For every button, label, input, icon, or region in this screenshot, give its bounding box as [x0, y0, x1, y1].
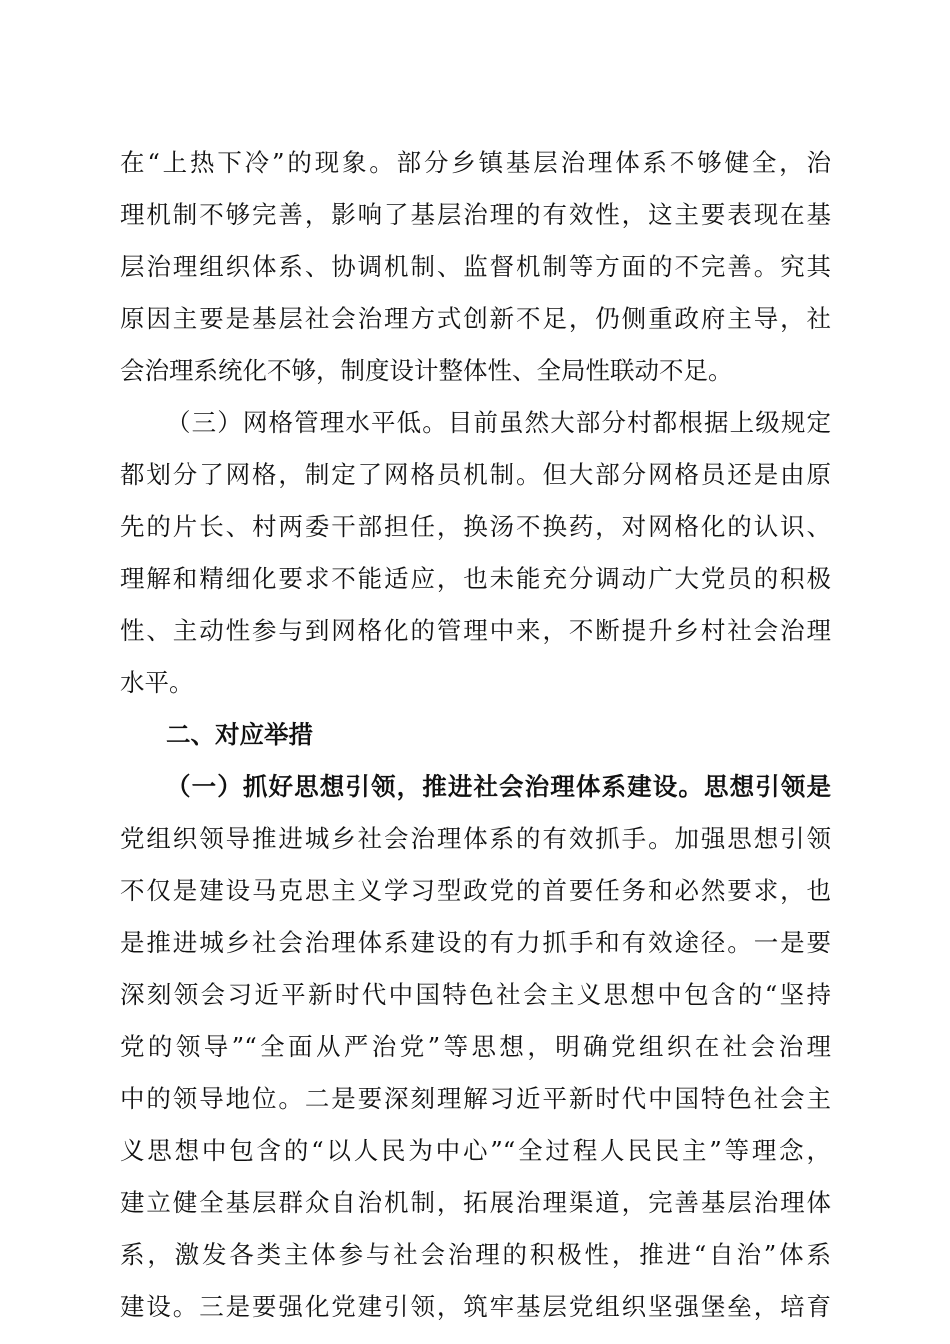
line-text: 理机制不够完善，影响了基层治理的有效性，这主要表现在基: [120, 200, 831, 229]
line-text: （三）网格管理水平低。目前虽然大部分村都根据上级规定: [166, 408, 831, 437]
paragraph-line: [0, 1183, 950, 1223]
paragraph-line: [0, 247, 950, 287]
paragraph-line: [0, 559, 950, 599]
line-text: 层治理组织体系、协调机制、监督机制等方面的不完善。究其: [120, 252, 831, 281]
paragraph-line: [0, 1027, 950, 1067]
line-text: 在“上热下冷”的现象。部分乡镇基层治理体系不够健全，治: [120, 148, 831, 177]
line-text: 建设。三是要强化党建引领，筑牢基层党组织坚强堡垒，培育: [120, 1292, 831, 1321]
line-text: （一）抓好思想引领，推进社会治理体系建设。思想引领是: [166, 772, 831, 801]
paragraph-line: [0, 299, 950, 339]
paragraph-line: [0, 507, 950, 547]
line-text: 原因主要是基层社会治理方式创新不足，仍侧重政府主导，社: [120, 304, 831, 333]
paragraph-line: [0, 143, 950, 183]
paragraph-line: [0, 1287, 950, 1327]
line-text: 系，激发各类主体参与社会治理的积极性，推进“自治”体系: [120, 1240, 831, 1269]
paragraph-line: [0, 403, 950, 443]
line-text: 是推进城乡社会治理体系建设的有力抓手和有效途径。一是要: [120, 928, 831, 957]
paragraph-line: [0, 975, 950, 1015]
line-text: 建立健全基层群众自治机制，拓展治理渠道，完善基层治理体: [120, 1188, 831, 1217]
paragraph-line: [0, 195, 950, 235]
line-text: 会治理系统化不够，制度设计整体性、全局性联动不足。: [120, 356, 733, 385]
line-text: 义思想中包含的“以人民为中心”“全过程人民民主”等理念，: [120, 1136, 831, 1165]
paragraph-line: [0, 819, 950, 859]
paragraph-line: [0, 923, 950, 963]
paragraph-line: [0, 663, 950, 703]
line-text: 都划分了网格，制定了网格员机制。但大部分网格员还是由原: [120, 460, 831, 489]
line-text: 中的领导地位。二是要深刻理解习近平新时代中国特色社会主: [120, 1084, 831, 1113]
line-text: 性、主动性参与到网格化的管理中来，不断提升乡村社会治理: [120, 616, 831, 645]
line-text: 不仅是建设马克思主义学习型政党的首要任务和必然要求，也: [120, 876, 831, 905]
section-heading: [0, 715, 950, 755]
line-text: 党的领导”“全面从严治党”等思想，明确党组织在社会治理: [120, 1032, 831, 1061]
line-text: 理解和精细化要求不能适应，也未能充分调动广大党员的积极: [120, 564, 831, 593]
paragraph-line: [0, 1235, 950, 1275]
paragraph-line: [0, 871, 950, 911]
paragraph-line: [0, 1079, 950, 1119]
paragraph-line: [0, 611, 950, 651]
paragraph-line: [0, 1131, 950, 1171]
line-text: 深刻领会习近平新时代中国特色社会主义思想中包含的“坚持: [120, 980, 831, 1009]
line-text: 水平。: [120, 668, 194, 697]
line-text: 先的片长、村两委干部担任，换汤不换药，对网格化的认识、: [120, 512, 831, 541]
paragraph-line: [0, 767, 950, 807]
paragraph-line: [0, 455, 950, 495]
paragraph-line: [0, 351, 950, 391]
heading-text: 二、对应举措: [166, 720, 313, 749]
line-text: 党组织领导推进城乡社会治理体系的有效抓手。加强思想引领: [120, 824, 831, 853]
